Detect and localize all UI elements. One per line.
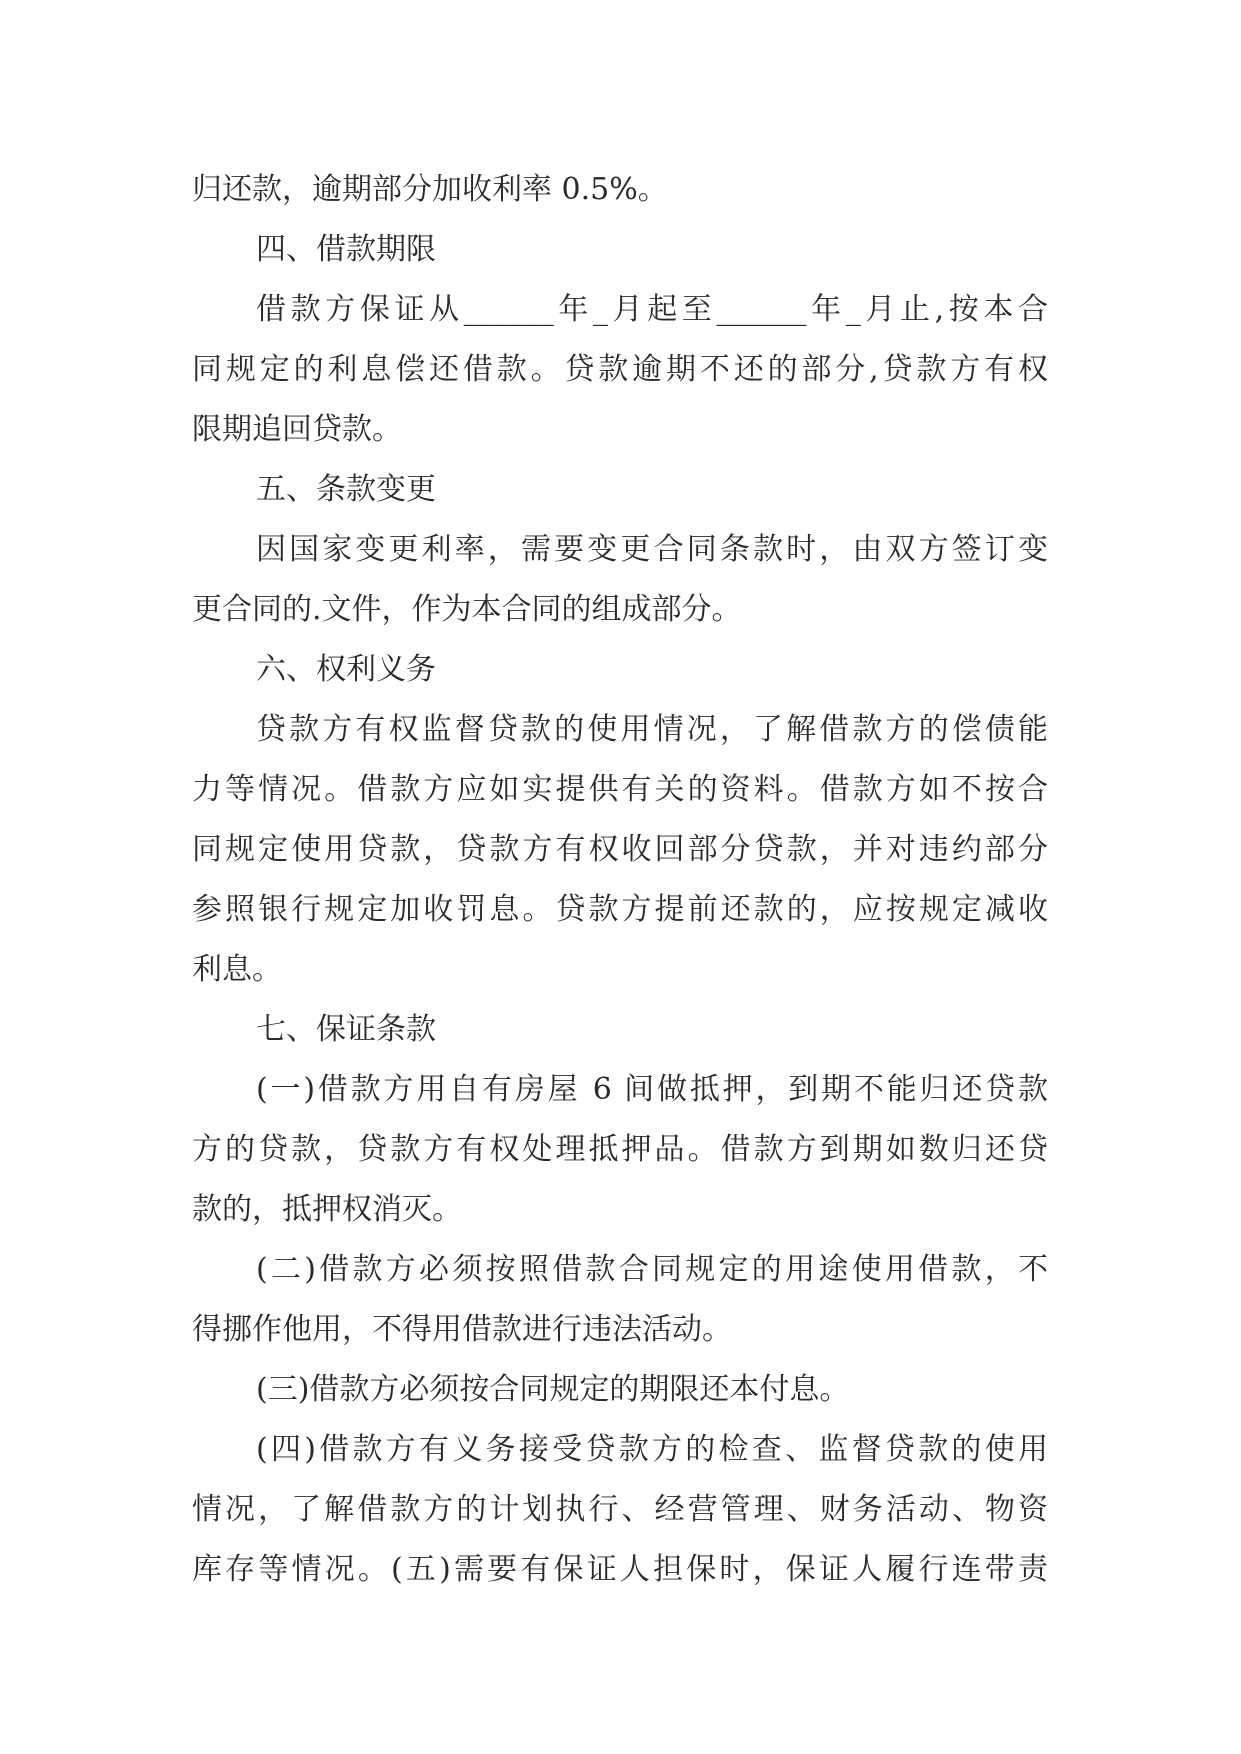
paragraph-line: 贷款方有权监督贷款的使用情况，了解借款方的偿债能 <box>256 712 1048 747</box>
paragraph-line: 限期追回贷款。 <box>192 412 402 447</box>
paragraph-line: 参照银行规定加收罚息。贷款方提前还款的，应按规定减收 <box>192 892 1048 927</box>
paragraph-line: 得挪作他用，不得用借款进行违法活动。 <box>192 1312 732 1347</box>
document-body <box>192 160 1048 1600</box>
paragraph-line: (三)借款方必须按合同规定的期限还本付息。 <box>256 1372 850 1407</box>
section-heading-term: 四、借款期限 <box>256 232 436 267</box>
paragraph-line: 情况，了解借款方的计划执行、经营管理、财务活动、物资 <box>192 1492 1048 1527</box>
paragraph-line: 库存等情况。(五)需要有保证人担保时，保证人履行连带责 <box>192 1552 1048 1587</box>
paragraph-line: 款的，抵押权消灭。 <box>192 1192 462 1227</box>
paragraph-line: (二)借款方必须按照借款合同规定的用途使用借款，不 <box>256 1252 1048 1287</box>
paragraph-line: 同规定的利息偿还借款。贷款逾期不还的部分,贷款方有权 <box>192 352 1048 387</box>
paragraph-line: 利息。 <box>192 952 282 987</box>
paragraph-line: 更合同的.文件，作为本合同的组成部分。 <box>192 592 742 627</box>
paragraph-line: 方的贷款，贷款方有权处理抵押品。借款方到期如数归还贷 <box>192 1132 1048 1167</box>
section-heading-guarantee: 七、保证条款 <box>256 1012 436 1047</box>
paragraph-line: 力等情况。借款方应如实提供有关的资料。借款方如不按合 <box>192 772 1048 807</box>
section-heading-rights: 六、权利义务 <box>256 652 436 687</box>
paragraph-line: (四)借款方有义务接受贷款方的检查、监督贷款的使用 <box>256 1432 1048 1467</box>
paragraph-line: 同规定使用贷款，贷款方有权收回部分贷款，并对违约部分 <box>192 832 1048 867</box>
paragraph-line: 因国家变更利率，需要变更合同条款时，由双方签订变 <box>256 532 1048 567</box>
section-heading-change: 五、条款变更 <box>256 472 436 507</box>
paragraph-line: (一)借款方用自有房屋 6 间做抵押，到期不能归还贷款 <box>256 1072 1048 1107</box>
paragraph-line: 归还款，逾期部分加收利率 0.5%。 <box>192 172 668 207</box>
paragraph-line: 借款方保证从______年_月起至______年_月止,按本合 <box>256 292 1048 327</box>
